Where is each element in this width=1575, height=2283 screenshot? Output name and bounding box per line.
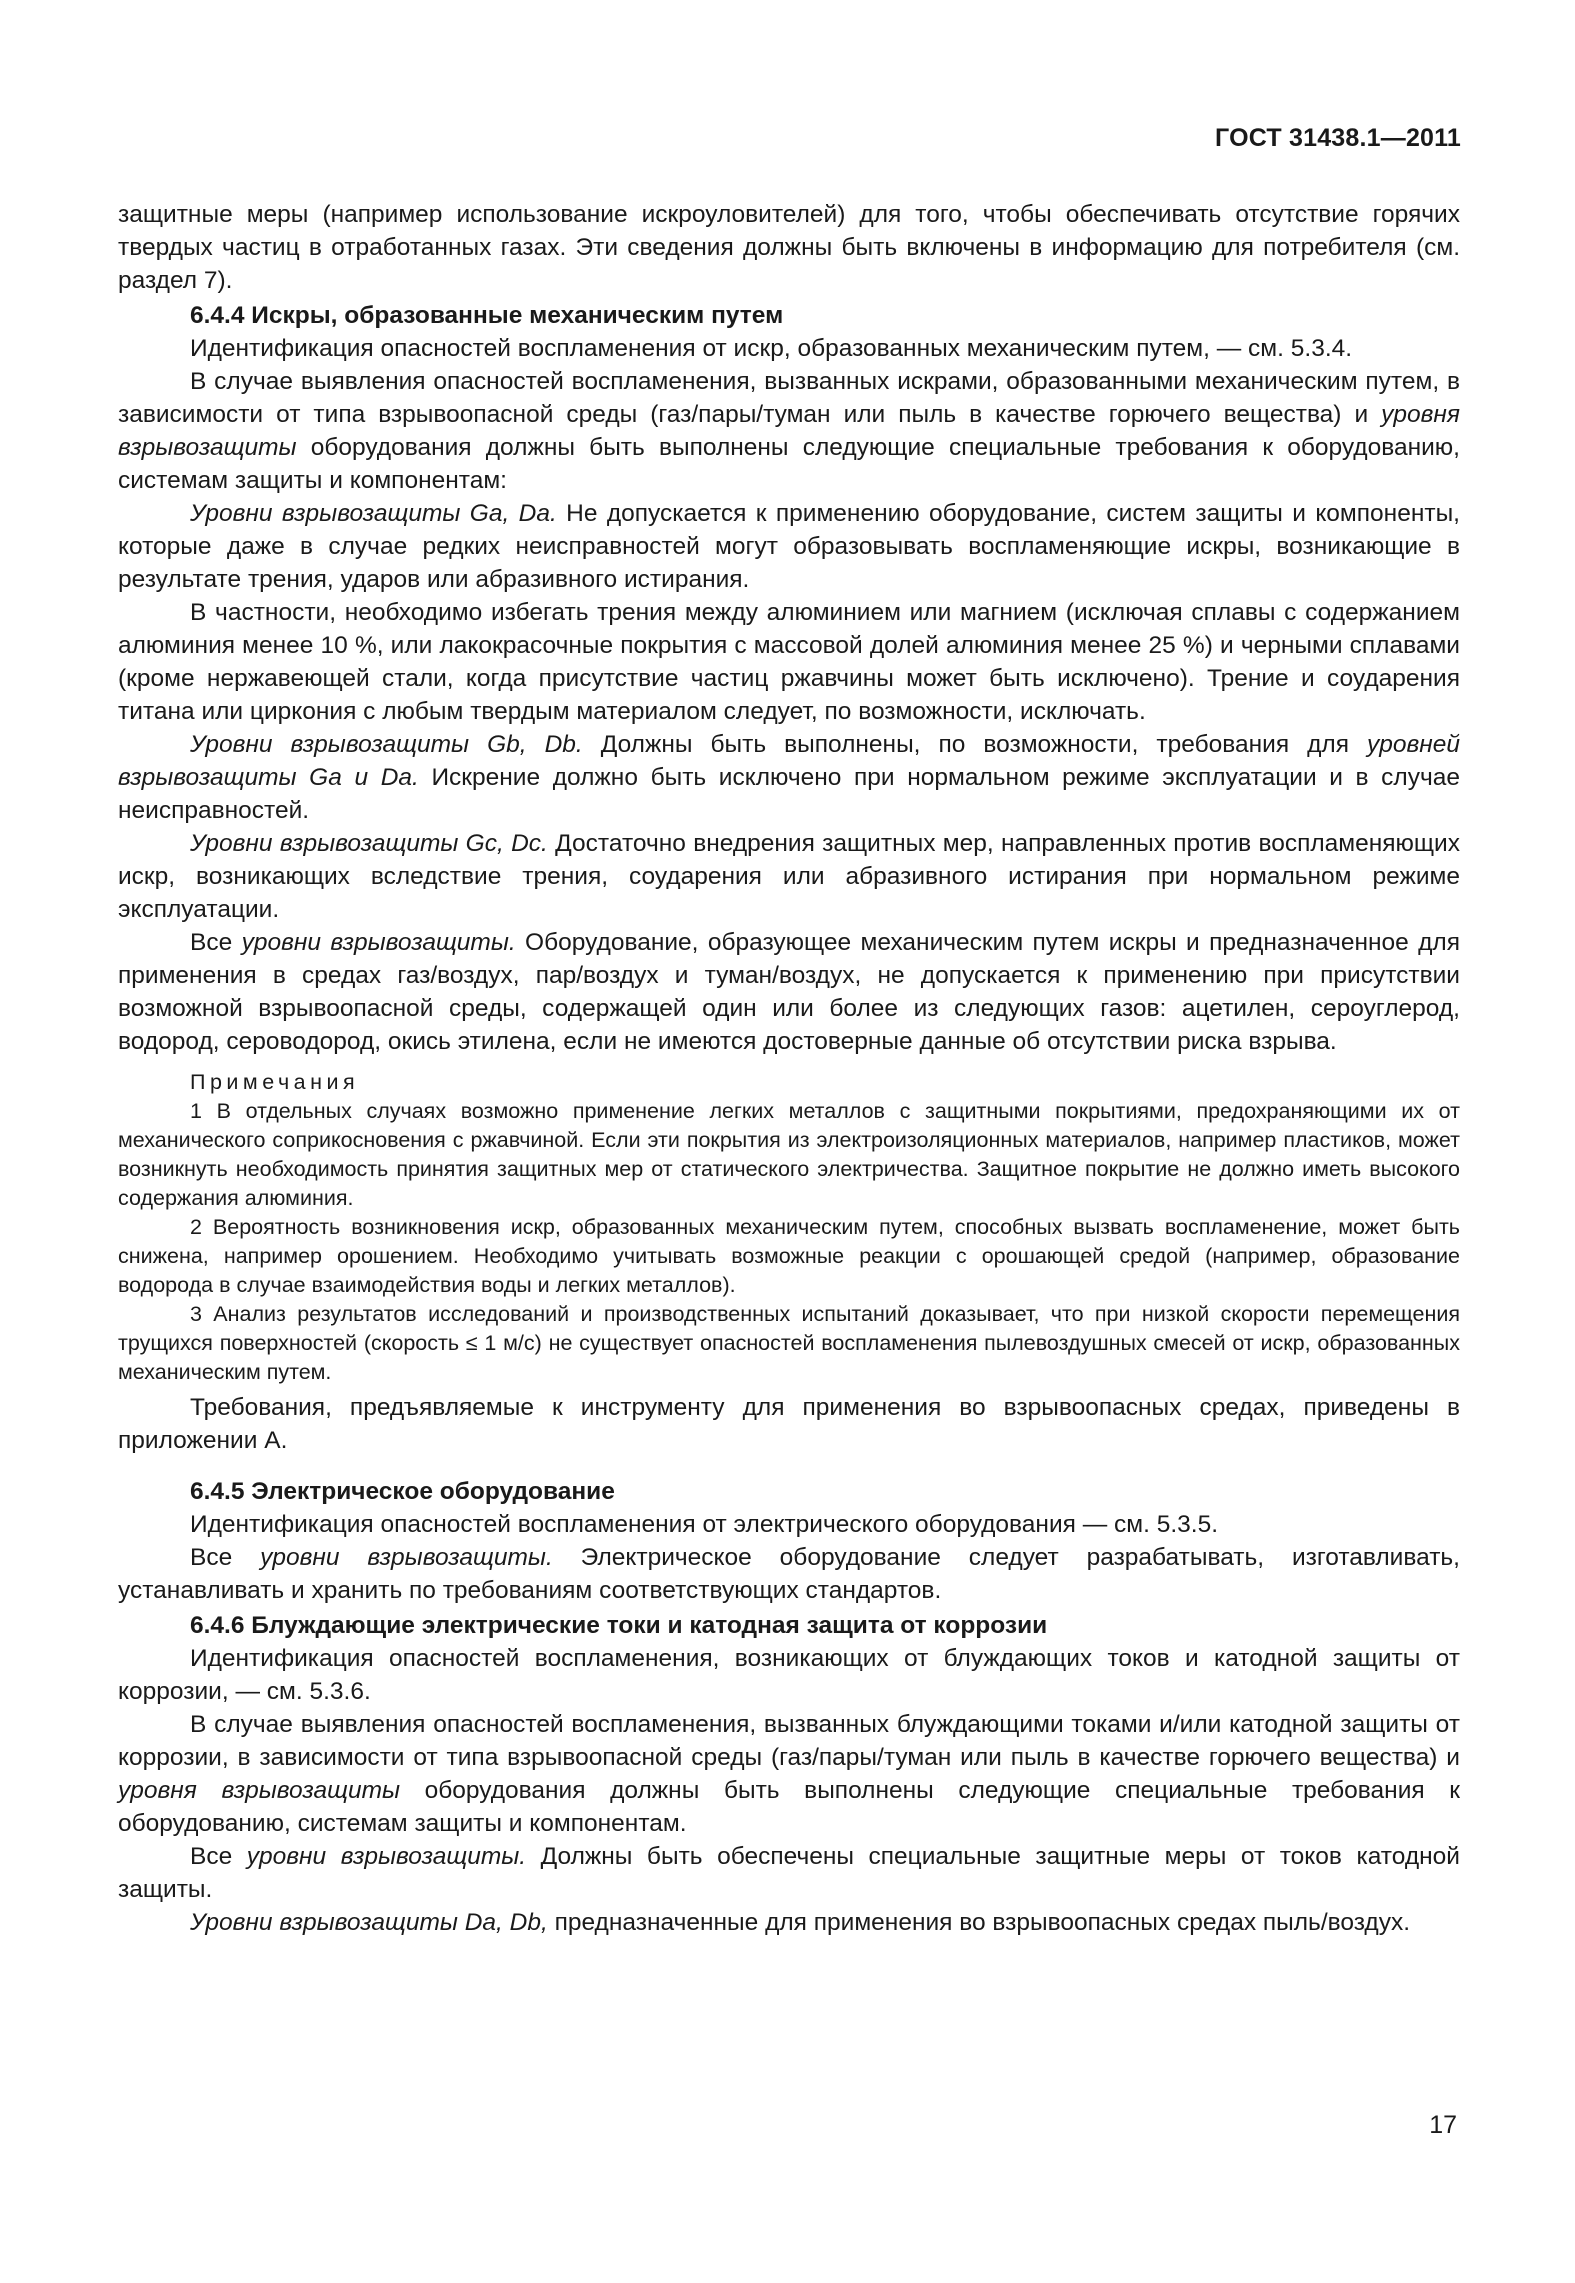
text-run: В случае выявления опасностей воспламенения, вызванных блуждающими токами и/или катодной защиты от коррозии, в зависимости от типа взрывоопасной среды (газ/пары/туман или пыль в качестве горючего вещества) и — [118, 1711, 1460, 1771]
note-item: 3 Анализ результатов исследований и производственных испытаний доказывает, что при низкой скорости перемещения трущихся поверхностей (скорость ≤ 1 м/с) не существует опасностей воспламенения пылевоздушных смесей от искр, образованных механическим путем. — [118, 1302, 1460, 1384]
italic-term: уровня взрывозащиты — [118, 1777, 401, 1804]
section-heading-6-4-4: 6.4.4 Искры, образованные механическим путем — [190, 302, 784, 329]
text-run: Все — [190, 1544, 261, 1571]
document-header: ГОСТ 31438.1—2011 — [1215, 124, 1461, 152]
text-run: Достаточно внедрения защитных мер, направленных против воспламеняющих искр, возникающих вследствие трения, соударения или абразивного истирания при нормальном режиме эксплуатации. — [118, 830, 1460, 923]
note-item: 1 В отдельных случаях возможно применение легких металлов с защитными покрытиями, предохраняющими их от механического соприкосновения с ржавчиной. Если эти покрытия из электроизоляционных материалов, например пластиков, может возникнуть необходимость принятия защитных мер от статического электричества. Защитное покрытие не должно иметь высокого содержания алюминия. — [118, 1099, 1460, 1210]
text-run: предназначенные для применения во взрывоопасных средах пыль/воздух. — [547, 1909, 1411, 1936]
text-run: оборудования должны быть выполнены следующие специальные требования к оборудованию, системам защиты и компонентам. — [118, 1777, 1460, 1837]
paragraph: Идентификация опасностей воспламенения от электрического оборудования — см. 5.3.5. — [190, 1511, 1219, 1538]
notes-block — [118, 1068, 1460, 1387]
text-run: Должны быть выполнены, по возможности, требования для — [582, 731, 1367, 758]
italic-term: Уровни взрывозащиты Gc, Dc. — [190, 830, 548, 857]
text-run: Все — [190, 1843, 247, 1870]
document-body — [118, 198, 1460, 1939]
text-run: Электрическое оборудование следует разрабатывать, изготавливать, устанавливать и хранить по требованиям соответствующих стандартов. — [118, 1544, 1460, 1604]
text-run: Должны быть обеспечены специальные защитные меры от токов катодной защиты. — [118, 1843, 1460, 1903]
italic-term: Уровни взрывозащиты Gb, Db. — [190, 731, 583, 758]
paragraph-intro: защитные меры (например использование искроуловителей) для того, чтобы обеспечивать отсутствие горячих твердых частиц в отработанных газах. Эти сведения должны быть включены в информацию для потребителя (см. раздел 7). — [118, 201, 1460, 294]
text-run: Не допускается к применению оборудование, систем защиты и компоненты, которые даже в случае редких неисправностей могут образовывать воспламеняющие искры, возникающие в результате трения, ударов или абразивного истирания. — [118, 500, 1460, 593]
paragraph — [118, 1708, 1460, 1840]
paragraph: В частности, необходимо избегать трения между алюминием или магнием (исключая сплавы с содержанием алюминия менее 10 %, или лакокрасочные покрытия с массовой долей алюминия менее 25 %) и черными сплавами (кроме нержавеющей стали, когда присутствие частиц ржавчины может быть исключено). Трение и соударения титана или циркония с любым твердым материалом следует, по возможности, исключать. — [118, 599, 1460, 725]
text-run: Все — [190, 929, 242, 956]
paragraph: Идентификация опасностей воспламенения, возникающих от блуждающих токов и катодной защиты от коррозии, — см. 5.3.6. — [118, 1645, 1460, 1705]
italic-term: уровни взрывозащиты. — [260, 1544, 553, 1571]
italic-term: Уровни взрывозащиты Ga, Da. — [190, 500, 557, 527]
paragraph — [118, 365, 1460, 497]
text-run: Искрение должно быть исключено при нормальном режиме эксплуатации и в случае неисправностей. — [118, 764, 1460, 824]
paragraph: Идентификация опасностей воспламенения от искр, образованных механическим путем, — см. 5.3.4. — [190, 335, 1353, 362]
italic-term: уровни взрывозащиты. — [246, 1843, 527, 1870]
paragraph — [118, 1906, 1460, 1939]
paragraph: Требования, предъявляемые к инструменту для применения во взрывоопасных средах, приведены в приложении А. — [118, 1394, 1460, 1454]
paragraph — [118, 1840, 1460, 1906]
note-item: 2 Вероятность возникновения искр, образованных механическим путем, способных вызвать воспламенение, может быть снижена, например орошением. Необходимо учитывать возможные реакции с орошающей средой (например, образование водорода в случае взаимодействия воды и легких металлов). — [118, 1215, 1460, 1297]
text-run: оборудования должны быть выполнены следующие специальные требования к оборудованию, системам защиты и компонентам: — [118, 434, 1460, 494]
page-number: 17 — [1429, 2111, 1457, 2139]
section-heading-6-4-6: 6.4.6 Блуждающие электрические токи и катодная защита от коррозии — [190, 1612, 1048, 1639]
paragraph — [118, 827, 1460, 926]
italic-term: уровней взрывозащиты Ga и Da. — [118, 731, 1460, 791]
paragraph — [118, 497, 1460, 596]
paragraph — [118, 926, 1460, 1058]
text-run: Оборудование, образующее механическим путем искры и предназначенное для применения в средах газ/воздух, пар/воздух и туман/воздух, не допускается к применению при присутствии возможной взрывоопасной среды, содержащей один или более из следующих газов: ацетилен, сероуглерод, водород, сероводород, окись этилена, если не имеются достоверные данные об отсутствии риска взрыва. — [118, 929, 1460, 1055]
paragraph — [118, 728, 1460, 827]
italic-term: Уровни взрывозащиты Da, Db, — [190, 1909, 548, 1936]
italic-term: уровни взрывозащиты. — [241, 929, 516, 956]
paragraph — [118, 1541, 1460, 1607]
italic-term: уровня взрывозащиты — [118, 401, 1460, 461]
text-run: В случае выявления опасностей воспламенения, вызванных искрами, образованными механическим путем, в зависимости от типа взрывоопасной среды (газ/пары/туман или пыль в качестве горючего вещества) и — [118, 368, 1460, 428]
section-heading-6-4-5: 6.4.5 Электрическое оборудование — [190, 1478, 615, 1505]
notes-title: Примечания — [190, 1070, 360, 1094]
